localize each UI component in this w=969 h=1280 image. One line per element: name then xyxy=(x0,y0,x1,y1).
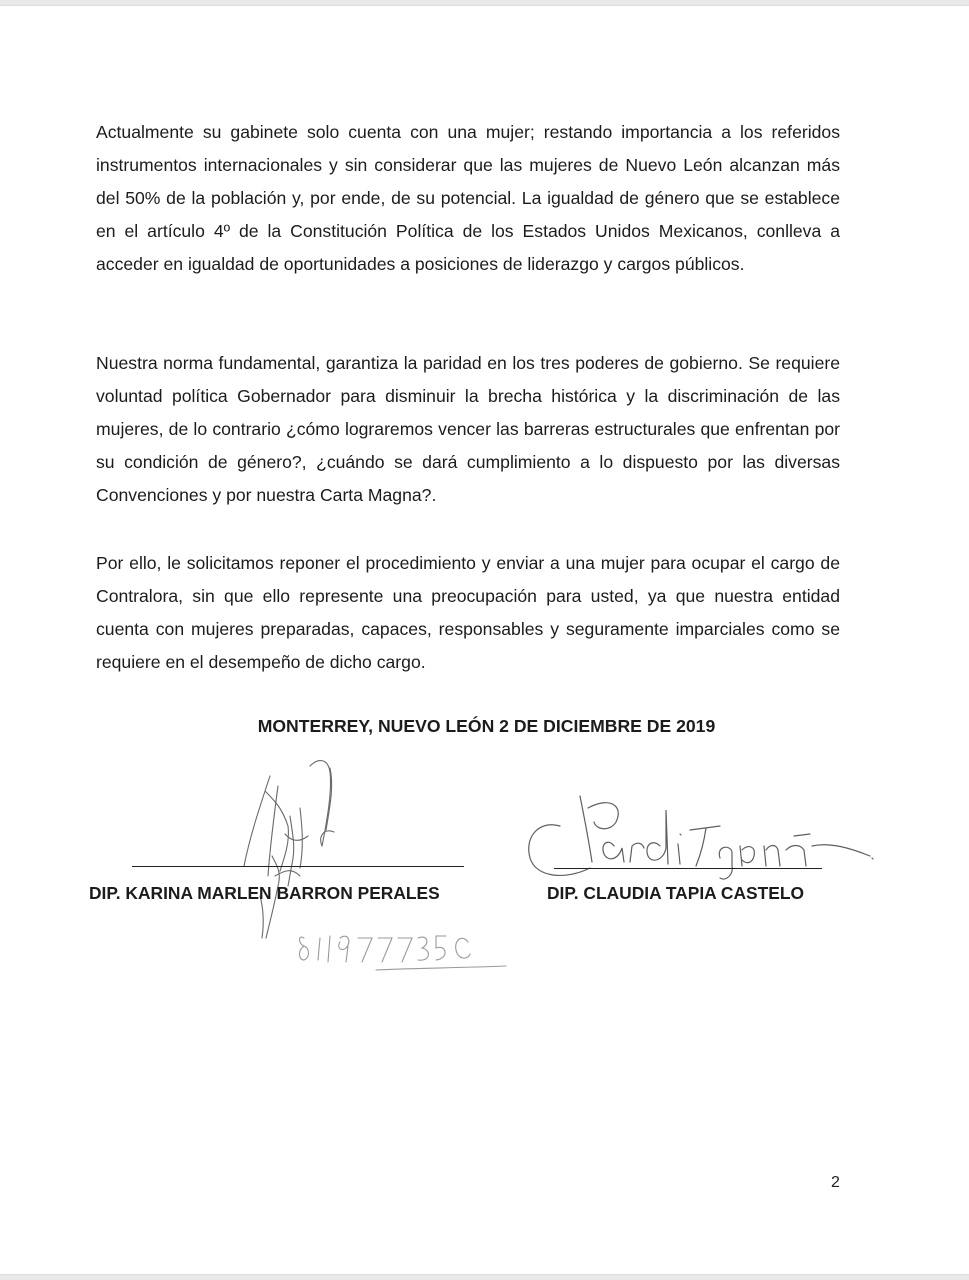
paragraph-1: Actualmente su gabinete solo cuenta con una mujer; restando importancia a los referidos instrumentos internacionales y sin considerar que las mujeres de Nuevo León alcanzan más del 50% de la población y, por ende, de su potencial. La igualdad de género que se establece en el artículo 4º de la Constitución Política de los Estados Unidos Mexicanos, conlleva a acceder en igualdad de oportunidades a posiciones de liderazgo y cargos públicos. xyxy=(96,122,840,274)
signature-line-right xyxy=(554,868,822,869)
signer-name-right: DIP. CLAUDIA TAPIA CASTELO xyxy=(547,883,805,903)
signer-name-left: DIP. KARINA MARLEN BARRON PERALES xyxy=(89,883,440,903)
place-date: MONTERREY, NUEVO LEÓN 2 DE DICIEMBRE DE 2019 xyxy=(257,716,716,736)
paragraph-2: Nuestra norma fundamental, garantiza la paridad en los tres poderes de gobierno. Se requiere voluntad política Gobernador para disminuir la brecha histórica y la discriminación de las mujeres, de lo contrario ¿cómo lograremos vencer las barreras estructurales que enfrentan por su condición de género?, ¿cuándo se dará cumplimiento a lo dispuesto por las diversas Convenciones y por nuestra Carta Magna?. xyxy=(96,353,840,505)
paragraph-3: Por ello, le solicitamos reponer el procedimiento y enviar a una mujer para ocupar el cargo de Contralora, sin que ello represente una preocupación para usted, ya que nuestra entidad cuenta con mujeres preparadas, capaces, responsables y seguramente imparciales como se requiere en el desempeño de dicho cargo. xyxy=(96,553,840,672)
signature-left-scribble xyxy=(230,746,360,946)
document-page xyxy=(0,6,969,1274)
signature-right-claudia-tapia xyxy=(520,786,890,886)
handwritten-phone-note xyxy=(296,924,516,974)
signature-line-left xyxy=(132,866,464,867)
page-number: 2 xyxy=(831,1174,840,1191)
